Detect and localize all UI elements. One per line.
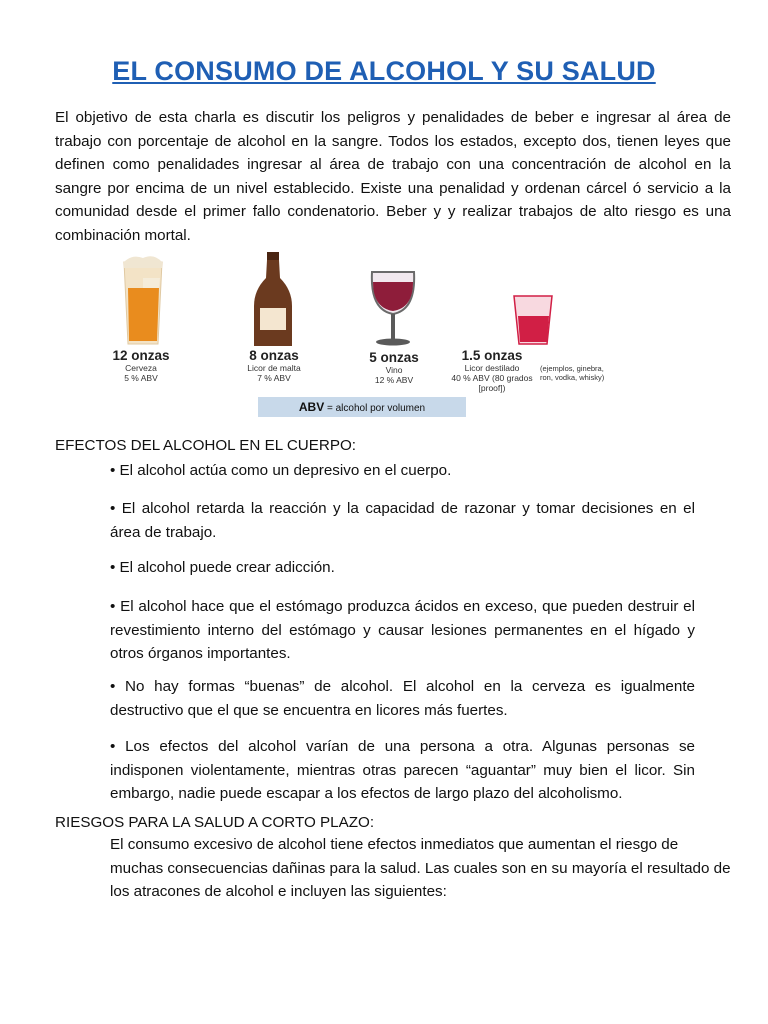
beer-glass-icon [124,256,162,344]
drink-kind: Licor destilado [464,363,520,373]
wine-glass-icon [372,272,414,346]
effect-item: • Los efectos del alcohol varían de una persona a otra. Algunas personas se indisponen violentamente, mientras otras parecen “aguantar” muy bien el licor. Sin embargo, nadie puede escapar a los efectos de largo plazo del alcoholismo. [110,738,695,802]
effect-item: • El alcohol retarda la reacción y la capacidad de razonar y tomar decisiones en el área de trabajo. [110,500,695,541]
effects-heading: EFECTOS DEL ALCOHOL EN EL CUERPO: [55,437,357,454]
drink-abv: 5 % ABV [124,373,158,383]
drink-equivalence-infographic [110,248,533,420]
spirits-examples-note: (ejemplos, ginebra, ron, vodka, whisky) [540,364,605,382]
drink-wine [352,350,436,385]
drink-abv: 7 % ABV [257,373,291,383]
drink-amount: 12 onzas [112,348,170,363]
drink-amount: 1.5 onzas [461,348,523,363]
intro-paragraph: El objetivo de esta charla es discutir los peligros y penalidades de beber e ingresar al área de trabajo con porcentaje de alcohol en la sangre. Todos los estados, excepto dos, tienen leyes que definen como penalidades ingresar al área de trabajo con una concentración de alcohol en la sangre por encima de un nivel establecido. Existe una penalidad y ordenan cárcel ó servicio a la comunidad desde el primer fallo condenatorio. Beber y y realizar trabajos de alto riesgo es una combinación mortal. [55,109,731,244]
drink-amount: 5 onzas [369,350,419,365]
drink-kind: Vino [385,365,403,375]
page-title: EL CONSUMO DE ALCOHOL Y SU SALUD [112,56,656,86]
drink-kind: Cerveza [125,363,157,373]
drink-malt-liquor [232,348,316,383]
drink-illustrations [110,248,480,358]
malt-liquor-bottle-icon [254,252,292,346]
effect-item: • El alcohol hace que el estómago produzca ácidos en exceso, que pueden destruir el revestimiento interno del estómago y causar lesiones permanentes en el hígado y otros órganos importantes. [110,598,695,662]
effect-item: • El alcohol actúa como un depresivo en el cuerpo. [110,462,452,479]
drink-kind: Licor de malta [247,363,301,373]
drink-amount: 8 onzas [249,348,299,363]
short-term-heading: RIESGOS PARA LA SALUD A CORTO PLAZO: [55,814,375,831]
abv-label: ABV [298,400,325,414]
drink-abv: 40 % ABV (80 grados [proof]) [451,373,533,393]
shot-glass-graphic [510,294,560,354]
drink-abv: 12 % ABV [374,375,414,385]
abv-legend-bar [258,397,466,417]
short-term-paragraph: El consumo excesivo de alcohol tiene efectos inmediatos que aumentan el riesgo de muchas consecuencias dañinas para la salud. Las cuales son en su mayoría el resultado de los atracones de alcohol e incluyen las siguientes: [110,836,731,900]
drink-distilled-spirits [438,348,546,393]
abv-definition: = alcohol por volumen [327,403,426,414]
effect-item: • No hay formas “buenas” de alcohol. El alcohol en la cerveza es igualmente destructivo que el que se encuentra en licores más fuertes. [110,678,695,719]
effect-item: • El alcohol puede crear adicción. [110,559,335,576]
drink-beer [106,348,176,383]
